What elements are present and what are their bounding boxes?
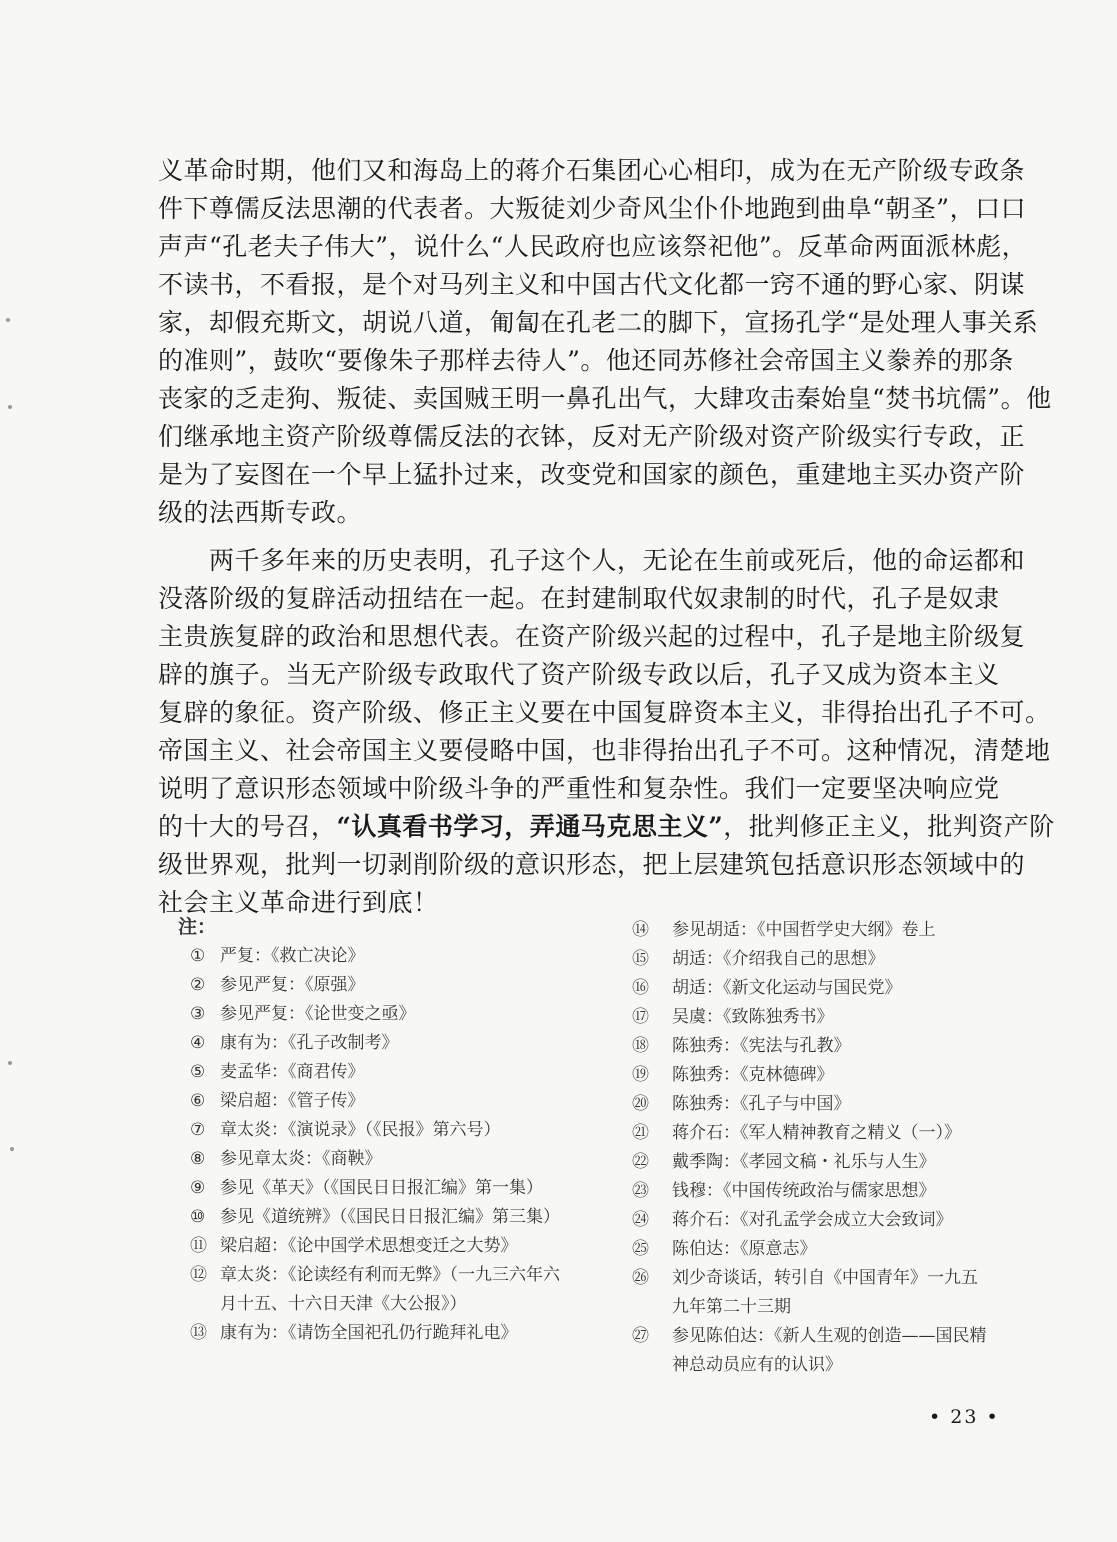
footnote-number: ⑫ bbox=[190, 1265, 207, 1285]
text-segment: 的十大的号召， bbox=[158, 812, 337, 841]
footnote-item bbox=[632, 1206, 994, 1235]
footnote-text: 章太炎：《论读经有利而无弊》（一九三六年六月十五、十六日天津《大公报》） bbox=[220, 1265, 560, 1314]
paragraph-2 bbox=[158, 542, 1055, 922]
scan-speck bbox=[8, 405, 12, 409]
text-line: 不读书，不看报，是个对马列主义和中国古代文化都一窍不通的野心家、阴谋 bbox=[158, 270, 1026, 299]
scan-speck bbox=[6, 318, 10, 322]
footnote-text: 参见陈伯达：《新人生观的创造——国民精神总动员应有的认识》 bbox=[672, 1326, 987, 1375]
footnote-text: 参见章太炎：《商鞅》 bbox=[220, 1149, 382, 1169]
notes-column-left bbox=[178, 912, 573, 1348]
footnote-item bbox=[178, 1145, 573, 1174]
text-line: 声声“孔老夫子伟大”，说什么“人民政府也应该祭祀他”。反革命两面派林彪， bbox=[158, 232, 1028, 261]
footnote-item bbox=[178, 1261, 573, 1319]
footnote-number: ⑪ bbox=[190, 1236, 207, 1256]
footnote-item bbox=[632, 1003, 994, 1032]
footnote-number: ㉕ bbox=[632, 1239, 649, 1259]
footnote-item bbox=[178, 1319, 573, 1348]
footnote-item bbox=[632, 1061, 994, 1090]
text-line: 丧家的乏走狗、叛徒、卖国贼王明一鼻孔出气，大肆攻击秦始皇“焚书坑儒”。他 bbox=[158, 384, 1052, 413]
text-line: 家，却假充斯文，胡说八道，匍匐在孔老二的脚下，宣扬孔学“是处理人事关系 bbox=[158, 308, 1039, 337]
footnote-text: 刘少奇谈话，转引自《中国青年》一九五九年第二十三期 bbox=[672, 1268, 978, 1317]
footnote-number: ② bbox=[190, 975, 206, 995]
footnote-number: ⑨ bbox=[190, 1178, 206, 1198]
text-line: 社会主义革命进行到底！ bbox=[158, 888, 439, 917]
notes-list bbox=[178, 942, 573, 1348]
footnote-text: 参见《革天》（《国民日日报汇编》第一集） bbox=[220, 1178, 543, 1198]
text-line: 级的法西斯专政。 bbox=[158, 498, 363, 527]
footnote-item bbox=[632, 1090, 994, 1119]
text-line: 级世界观，批判一切剥削阶级的意识形态，把上层建筑包括意识形态领域中的 bbox=[158, 850, 1026, 879]
footnote-number: ㉔ bbox=[632, 1210, 649, 1230]
paragraph-1 bbox=[158, 152, 1052, 532]
footnote-text: 参见《道统辨》（《国民日日报汇编》第三集） bbox=[220, 1207, 560, 1227]
footnote-text: 梁启超：《管子传》 bbox=[220, 1091, 365, 1111]
text-segment: ，批判修正主义，批判资产阶 bbox=[723, 812, 1055, 841]
footnote-text: 吴虞：《致陈独秀书》 bbox=[672, 1007, 834, 1027]
footnote-number: ㉒ bbox=[632, 1152, 649, 1172]
text-line: 件下尊儒反法思潮的代表者。大叛徒刘少奇风尘仆仆地跑到曲阜“朝圣”，口口 bbox=[158, 194, 1027, 223]
footnote-text: 钱穆：《中国传统政治与儒家思想》 bbox=[672, 1181, 936, 1201]
footnote-item bbox=[632, 1148, 994, 1177]
footnote-text: 参见胡适：《中国哲学史大纲》卷上 bbox=[672, 920, 936, 940]
footnote-item bbox=[178, 1058, 573, 1087]
footnote-item bbox=[632, 1235, 994, 1264]
footnote-number: ⑧ bbox=[190, 1149, 206, 1169]
footnote-item bbox=[632, 1177, 994, 1206]
text-line: 义革命时期，他们又和海岛上的蒋介石集团心心相印，成为在无产阶级专政条 bbox=[158, 156, 1026, 185]
footnote-text: 参见严复：《论世变之亟》 bbox=[220, 1004, 416, 1024]
footnote-number: ⑱ bbox=[632, 1036, 649, 1056]
scan-speck bbox=[8, 1061, 12, 1065]
footnote-number: ⑤ bbox=[190, 1062, 206, 1082]
notes-heading: 注： bbox=[178, 916, 217, 938]
footnote-item bbox=[178, 1000, 573, 1029]
footnote-number: ⑩ bbox=[190, 1207, 206, 1227]
footnote-number: ④ bbox=[190, 1033, 206, 1053]
notes-column-right bbox=[632, 916, 994, 1380]
footnote-item bbox=[178, 1174, 573, 1203]
footnote-text: 严复：《救亡决论》 bbox=[220, 946, 365, 966]
text-line: 是为了妄图在一个早上猛扑过来，改变党和国家的颜色，重建地主买办资产阶 bbox=[158, 460, 1026, 489]
page-number: • 23 • bbox=[929, 1406, 1000, 1428]
text-line: 帝国主义、社会帝国主义要侵略中国，也非得抬出孔子不可。这种情况，清楚地 bbox=[158, 736, 1051, 765]
footnote-number: ⑮ bbox=[632, 949, 649, 969]
text-line: 主贵族复辟的政治和思想代表。在资产阶级兴起的过程中，孔子是地主阶级复 bbox=[158, 622, 1026, 651]
scan-speck bbox=[10, 1147, 14, 1151]
footnote-item bbox=[178, 1029, 573, 1058]
footnote-item bbox=[178, 1087, 573, 1116]
footnote-item bbox=[632, 916, 994, 945]
main-text bbox=[158, 152, 1055, 922]
footnote-number: ⑲ bbox=[632, 1065, 649, 1085]
text-line: 说明了意识形态领域中阶级斗争的严重性和复杂性。我们一定要坚决响应党 bbox=[158, 774, 1000, 803]
footnote-number: ⑥ bbox=[190, 1091, 206, 1111]
footnote-number: ③ bbox=[190, 1004, 206, 1024]
footnote-text: 蒋介石：《对孔孟学会成立大会致词》 bbox=[672, 1210, 953, 1230]
footnote-text: 麦孟华：《商君传》 bbox=[220, 1062, 365, 1082]
footnote-text: 陈独秀：《克林德碑》 bbox=[672, 1065, 834, 1085]
footnote-item bbox=[178, 942, 573, 971]
text-line bbox=[158, 808, 1055, 846]
footnote-number: ⑭ bbox=[632, 920, 649, 940]
footnote-text: 胡适：《介绍我自己的思想》 bbox=[672, 949, 885, 969]
footnote-text: 陈独秀：《孔子与中国》 bbox=[672, 1094, 851, 1114]
footnote-number: ㉗ bbox=[632, 1326, 649, 1346]
emphasized-quote: “认真看书学习，弄通马克思主义” bbox=[336, 812, 724, 841]
text-line: 辟的旗子。当无产阶级专政取代了资产阶级专政以后，孔子又成为资本主义 bbox=[158, 660, 1000, 689]
footnote-number: ⑯ bbox=[632, 978, 649, 998]
footnote-number: ① bbox=[190, 946, 206, 966]
footnote-item bbox=[632, 1322, 994, 1380]
text-line: 复辟的象征。资产阶级、修正主义要在中国复辟资本主义，非得抬出孔子不可。 bbox=[158, 698, 1051, 727]
footnote-text: 章太炎：《演说录》（《民报》第六号） bbox=[220, 1120, 501, 1140]
footnote-item bbox=[632, 1119, 994, 1148]
text-line: 没落阶级的复辟活动扭结在一起。在封建制取代奴隶制的时代，孔子是奴隶 bbox=[158, 584, 1000, 613]
text-line: 们继承地主资产阶级尊儒反法的衣钵，反对无产阶级对资产阶级实行专政，正 bbox=[158, 422, 1026, 451]
footnote-text: 戴季陶：《孝园文稿・礼乐与人生》 bbox=[672, 1152, 936, 1172]
footnote-text: 陈独秀：《宪法与孔教》 bbox=[672, 1036, 851, 1056]
footnote-number: ㉑ bbox=[632, 1123, 649, 1143]
footnote-text: 康有为：《孔子改制考》 bbox=[220, 1033, 399, 1053]
footnote-number: ㉓ bbox=[632, 1181, 649, 1201]
footnote-item bbox=[178, 971, 573, 1000]
footnote-text: 康有为：《请饬全国祀孔仍行跪拜礼电》 bbox=[220, 1323, 518, 1343]
footnote-item bbox=[632, 945, 994, 974]
footnote-item bbox=[632, 1032, 994, 1061]
footnote-number: ⑬ bbox=[190, 1323, 207, 1343]
footnote-text: 参见严复：《原强》 bbox=[220, 975, 365, 995]
footnote-item bbox=[632, 1264, 994, 1322]
footnote-text: 胡适：《新文化运动与国民党》 bbox=[672, 978, 902, 998]
footnote-text: 梁启超：《论中国学术思想变迁之大势》 bbox=[220, 1236, 518, 1256]
footnote-number: ⑳ bbox=[632, 1094, 649, 1114]
text-line: 两千多年来的历史表明，孔子这个人，无论在生前或死后，他的命运都和 bbox=[158, 546, 1026, 575]
footnote-number: ⑦ bbox=[190, 1120, 206, 1140]
footnote-item bbox=[632, 974, 994, 1003]
notes-list bbox=[632, 916, 994, 1380]
text-line: 的准则”，鼓吹“要像朱子那样去待人”。他还同苏修社会帝国主义豢养的那条 bbox=[158, 346, 1014, 375]
footnote-item bbox=[178, 1116, 573, 1145]
footnote-number: ⑰ bbox=[632, 1007, 649, 1027]
footnote-item bbox=[178, 1203, 573, 1232]
footnote-text: 蒋介石：《军人精神教育之精义（一）》 bbox=[672, 1123, 961, 1143]
footnote-text: 陈伯达：《原意志》 bbox=[672, 1239, 817, 1259]
footnote-number: ㉖ bbox=[632, 1268, 649, 1288]
footnote-item bbox=[178, 1232, 573, 1261]
